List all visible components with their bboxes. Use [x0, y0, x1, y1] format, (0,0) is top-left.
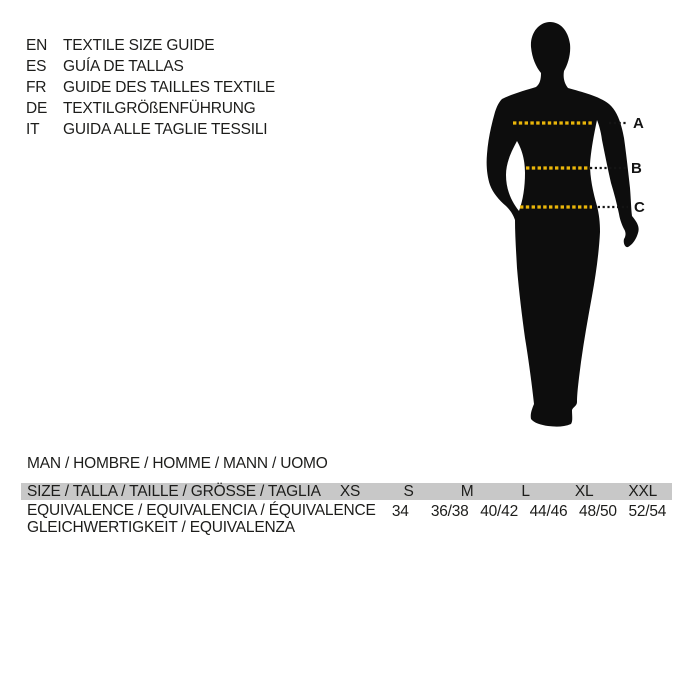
language-code: IT	[26, 121, 40, 138]
equivalence-cell-m: 40/42	[480, 503, 519, 520]
equivalence-cell-l: 44/46	[529, 503, 568, 520]
man-silhouette-figure	[460, 0, 700, 460]
measure-label-a: A	[633, 115, 644, 132]
language-row-es	[26, 56, 275, 77]
size-cell-l: L	[521, 482, 530, 500]
man-silhouette	[487, 22, 639, 427]
language-row-it	[26, 119, 275, 140]
size-cell-xs: XS	[339, 482, 361, 500]
equivalence-cell-xl: 48/50	[579, 503, 617, 520]
language-title: GUIDA ALLE TAGLIE TESSILI	[63, 121, 268, 138]
language-title: TEXTILE SIZE GUIDE	[63, 37, 215, 54]
equivalence-row	[21, 503, 672, 536]
size-table	[21, 483, 672, 536]
language-title: TEXTILGRÖßENFÜHRUNG	[63, 100, 256, 117]
equivalence-cell-xs: 34	[391, 503, 409, 520]
silhouette-svg	[460, 0, 700, 460]
size-header-label: SIZE / TALLA / TAILLE / GRÖSSE / TAGLIA	[27, 482, 321, 500]
language-code: EN	[26, 37, 48, 54]
equivalence-label-line1: EQUIVALENCE / EQUIVALENCIA / ÉQUIVALENCE	[27, 502, 376, 519]
equivalence-cell-xxl: 52/54	[628, 503, 667, 520]
size-cell-xxl: XXL	[628, 482, 658, 500]
size-cell-m: M	[460, 482, 474, 500]
language-list	[26, 35, 275, 140]
language-code: FR	[26, 79, 47, 96]
equivalence-label-line2: GLEICHWERTIGKEIT / EQUIVALENZA	[27, 518, 295, 536]
language-title: GUÍA DE TALLAS	[63, 58, 184, 75]
language-row-fr	[26, 77, 275, 98]
equivalence-cells	[376, 503, 672, 520]
measure-label-c: C	[634, 199, 645, 216]
language-row-de	[26, 98, 275, 119]
size-cell-xl: XL	[574, 482, 594, 500]
measure-label-b: B	[631, 160, 642, 177]
equivalence-cell-s: 36/38	[430, 503, 469, 520]
language-title: GUIDE DES TAILLES TEXTILE	[63, 79, 276, 96]
language-code: DE	[26, 100, 48, 117]
gender-heading: MAN / HOMBRE / HOMME / MANN / UOMO	[27, 455, 328, 472]
equivalence-label	[21, 503, 376, 536]
language-code: ES	[26, 58, 47, 75]
hand-thumb-notch	[621, 232, 626, 237]
size-header-row	[21, 483, 672, 500]
language-row-en	[26, 35, 275, 56]
size-cell-s: S	[403, 482, 414, 500]
size-header-cells	[321, 484, 672, 500]
